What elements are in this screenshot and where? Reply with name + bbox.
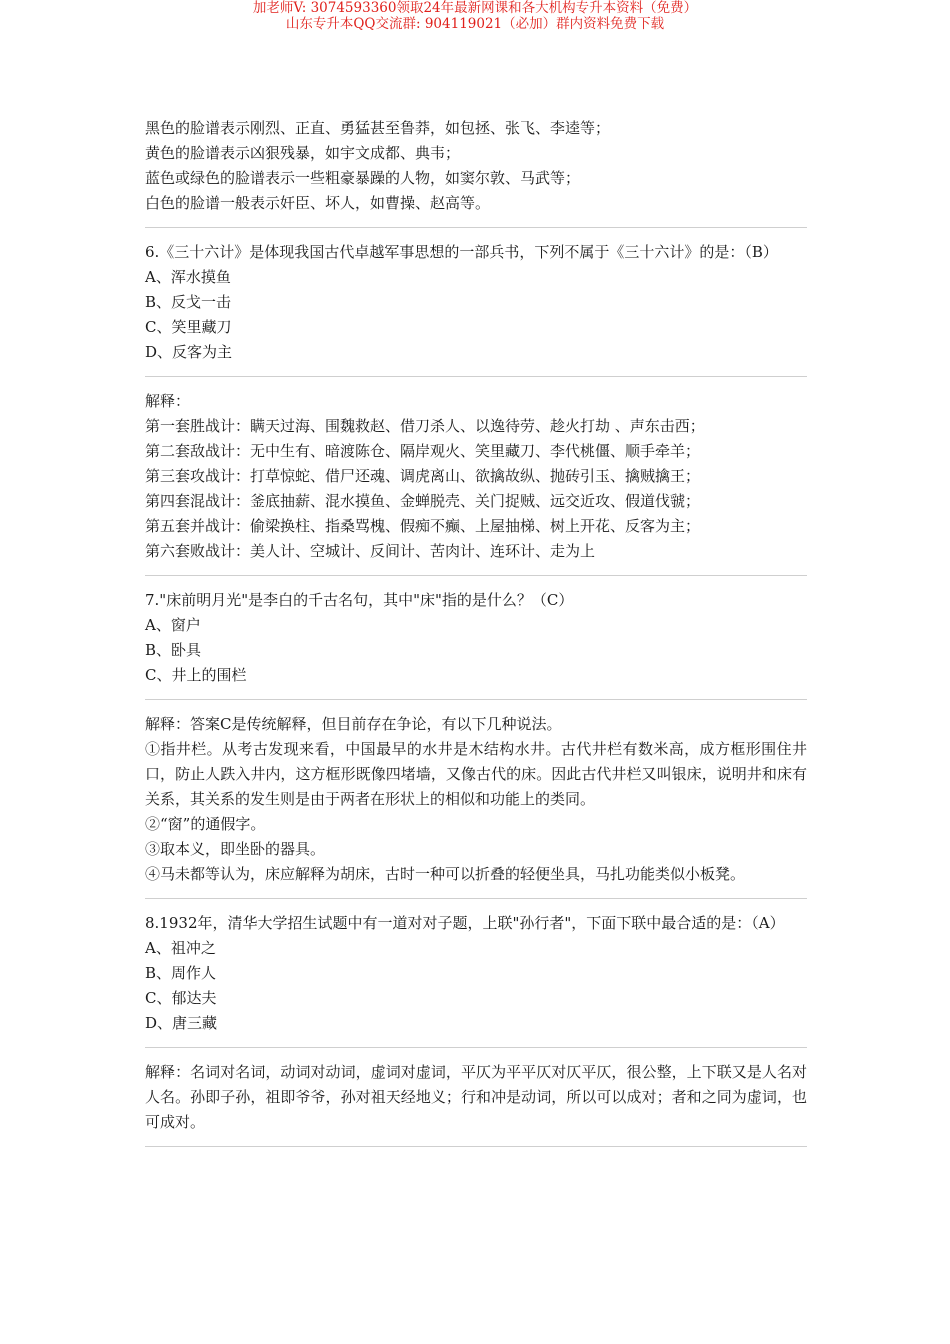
question-text: 6.《三十六计》是体现我国古代卓越军事思想的一部兵书，下列不属于《三十六计》的是：（B）: [145, 243, 778, 261]
question-text: 7."床前明月光"是李白的千古名句，其中"床"指的是什么？（C）: [145, 591, 574, 609]
text-line: ④马未都等认为，床应解释为胡床，古时一种可以折叠的轻便坐具，马扎功能类似小板凳。: [145, 865, 746, 883]
option: D、反客为主: [145, 343, 233, 361]
divider: [145, 699, 807, 700]
divider: [145, 376, 807, 377]
question-6: [145, 240, 807, 365]
facepaint-section: [145, 116, 807, 216]
option: A、窗户: [145, 616, 201, 634]
text-line: 白色的脸谱一般表示奸臣、坏人，如曹操、赵高等。: [145, 194, 491, 212]
question-8-explanation: [145, 1060, 807, 1135]
text-line: ②“窗”的通假字。: [145, 815, 266, 833]
promo-line-2: 山东专升本QQ交流群: 904119021（必加）群内资料免费下载: [285, 16, 665, 32]
promo-line-1: 加老师V: 3074593360领取24年最新网课和各大机构专升本资料（免费）: [252, 0, 698, 16]
divider: [145, 227, 807, 228]
question-text: 8.1932年，清华大学招生试题中有一道对对子题，上联"孙行者"，下面下联中最合适的是：（A）: [145, 914, 785, 932]
option: A、祖冲之: [145, 939, 216, 957]
text-line: 第二套敌战计：无中生有、暗渡陈仓、隔岸观火、笑里藏刀、李代桃僵、顺手牵羊；: [145, 442, 701, 460]
option: C、笑里藏刀: [145, 318, 232, 336]
divider: [145, 898, 807, 899]
text-line: 蓝色或绿色的脸谱表示一些粗豪暴躁的人物，如窦尔敦、马武等；: [145, 169, 581, 187]
text-line: 黑色的脸谱表示刚烈、正直、勇猛甚至鲁莽，如包拯、张飞、李逵等；: [145, 119, 611, 137]
paragraph: 解释：名词对名词，动词对动词，虚词对虚词，平仄为平平仄对仄平仄，很公整，上下联又是人名对人名。孙即子孙，祖即爷爷，孙对祖天经地义；行和冲是动词，所以可以成对；者和之同为虚词，也可成对。: [145, 1063, 807, 1131]
question-6-explanation: [145, 389, 807, 564]
divider: [145, 1146, 807, 1147]
text-line: ③取本义，即坐卧的器具。: [145, 840, 326, 858]
option: B、反戈一击: [145, 293, 232, 311]
document-body: [145, 116, 807, 1159]
question-8: [145, 911, 807, 1036]
question-7: [145, 588, 807, 688]
text-line: 第四套混战计：釜底抽薪、混水摸鱼、金蝉脱壳、关门捉贼、远交近攻、假道伐虢；: [145, 492, 701, 510]
text-line: 黄色的脸谱表示凶狠残暴，如宇文成都、典韦；: [145, 144, 461, 162]
divider: [145, 1047, 807, 1048]
paragraph: ①指井栏。从考古发现来看，中国最早的水井是木结构水井。古代井栏有数米高，成方框形围住井口，防止人跌入井内，这方框形既像四堵墙，又像古代的床。因此古代井栏又叫银床，说明井和床有关系，其关系的发生则是由于两者在形状上的相似和功能上的类同。: [145, 740, 807, 808]
option: C、井上的围栏: [145, 666, 247, 684]
text-line: 第一套胜战计：瞒天过海、围魏救赵、借刀杀人、以逸待劳、趁火打劫 、声东击西；: [145, 417, 705, 435]
question-7-explanation: [145, 712, 807, 887]
option: B、周作人: [145, 964, 217, 982]
option: A、浑水摸鱼: [145, 268, 231, 286]
text-line: 第六套败战计：美人计、空城计、反间计、苦肉计、连环计、走为上: [145, 542, 596, 560]
text-line: 第三套攻战计：打草惊蛇、借尸还魂、调虎离山、欲擒故纵、抛砖引玉、擒贼擒王；: [145, 467, 701, 485]
divider: [145, 575, 807, 576]
option: D、唐三藏: [145, 1014, 218, 1032]
text-line: 解释：答案C是传统解释，但目前存在争论，有以下几种说法。: [145, 715, 562, 733]
option: B、卧具: [145, 641, 202, 659]
promo-header: [0, 0, 950, 32]
option: C、郁达夫: [145, 989, 217, 1007]
text-line: 第五套并战计：偷梁换柱、指桑骂槐、假痴不癫、上屋抽梯、树上开花、反客为主；: [145, 517, 701, 535]
text-line: 解释：: [145, 392, 191, 410]
